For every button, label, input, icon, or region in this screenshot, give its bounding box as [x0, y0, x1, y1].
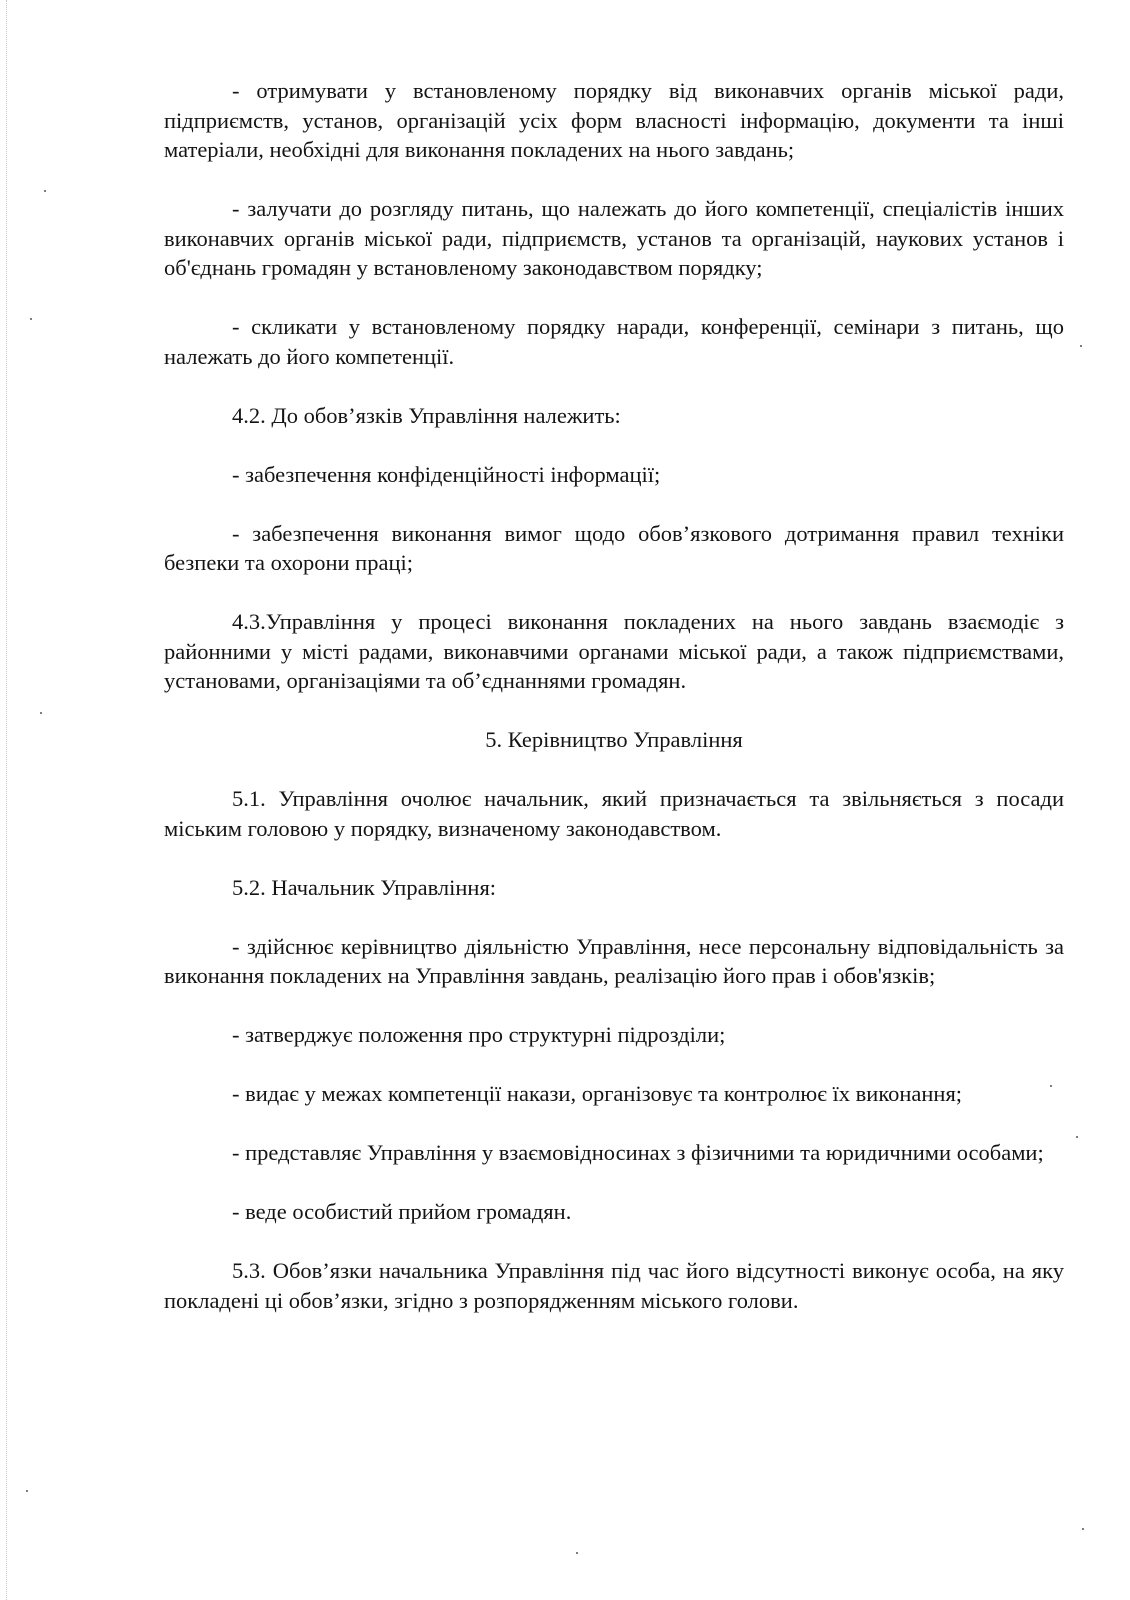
scan-speck — [1076, 1136, 1078, 1138]
scan-speck — [44, 190, 46, 192]
paragraph-head-reception: - веде особистий прийом громадян. — [232, 1199, 572, 1224]
scan-speck — [1050, 1085, 1052, 1087]
paragraph-head-management: - здійснює керівництво діяльністю Управління, несе персональну відповідальність за виконання покладених на Управління завдань, реалізацію його прав і обов'язків; — [164, 933, 1064, 988]
scan-speck — [1082, 1528, 1084, 1530]
paragraph-right-involve-specialists: - залучати до розгляду питань, що належать до його компетенції, спеціалістів інших виконавчих органів міської ради, підприємств, установ та організацій, наукових установ і об'єднань громадян у встановленому законодавством порядку; — [164, 196, 1064, 280]
scan-speck — [30, 318, 32, 320]
paragraph-5-1-head: 5.1. Управління очолює начальник, який призначається та звільняється з посади міським головою у порядку, визначеному законодавством. — [164, 786, 1064, 841]
scan-speck — [26, 1490, 28, 1492]
paragraph-5-2-head-title: 5.2. Начальник Управління: — [232, 874, 497, 900]
paragraph-4-2-duties: 4.2. До обов’язків Управління належить: — [232, 402, 621, 428]
paragraph-4-3-interaction: 4.3.Управління у процесі виконання покладених на нього завдань взаємодіє з районними у місті радами, виконавчими органами міської ради, а також підприємствами, установами, організаціями та об’єднаннями громадян. — [164, 609, 1064, 693]
scan-speck — [576, 1552, 578, 1554]
paragraph-duty-confidentiality: - забезпечення конфіденційності інформації; — [232, 461, 661, 487]
document-body — [164, 76, 1064, 1315]
section-heading-5: 5. Керівництво Управління — [485, 727, 743, 752]
paragraph-head-orders: - видає у межах компетенції накази, організовує та контролює їх виконання; — [232, 1081, 963, 1106]
paragraph-head-approve-regulations: - затверджує положення про структурні підрозділи; — [232, 1022, 726, 1047]
paragraph-right-obtain-information: - отримувати у встановленому порядку від виконавчих органів міської ради, підприємств, установ, організацій усіх форм власності інформацію, документи та інші матеріали, необхідні для виконання покладених на нього завдань; — [164, 78, 1064, 162]
scan-speck — [40, 712, 42, 714]
paragraph-head-represent: - представляє Управління у взаємовідносинах з фізичними та юридичними особами; — [232, 1140, 1044, 1165]
scan-margin-dots — [6, 0, 9, 1600]
scan-speck — [1080, 345, 1082, 347]
paragraph-right-convene-meetings: - скликати у встановленому порядку наради, конференції, семінари з питань, що належать до його компетенції. — [164, 314, 1064, 369]
paragraph-duty-safety: - забезпечення виконання вимог щодо обов’язкового дотримання правил техніки безпеки та охорони праці; — [164, 520, 1064, 575]
paragraph-5-3-substitute: 5.3. Обов’язки начальника Управління під час його відсутності виконує особа, на яку покладені ці обов’язки, згідно з розпорядженням міського голови. — [164, 1258, 1064, 1313]
